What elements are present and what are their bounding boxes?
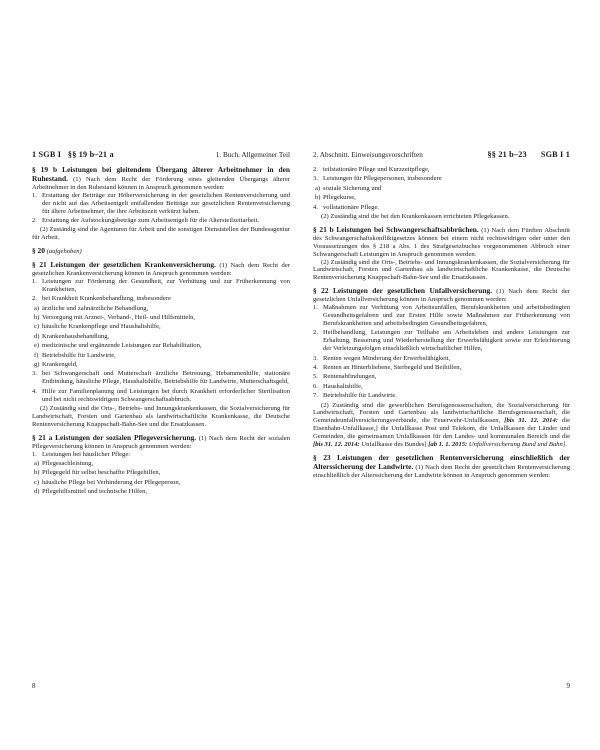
section-21a-continued <box>313 166 570 221</box>
list-item: b) Pflegekurse, <box>315 194 356 202</box>
section-19b-list <box>32 192 290 225</box>
left-header-book: 1 SGB I <box>32 150 62 159</box>
section-21a-lead: (1) Nach dem Recht der sozialen Pflegeversicherung können in Anspruch genommen werden: <box>32 434 290 450</box>
page-number-left: 8 <box>32 682 36 690</box>
list-item: 3. Renten wegen Minderung der Erwerbsfähigkeit, <box>313 354 451 362</box>
right-page <box>300 0 600 750</box>
section-21a-sublist <box>32 460 290 496</box>
left-running-header <box>32 150 290 160</box>
left-header-section: §§ 19 b–21 a <box>67 150 114 159</box>
list-item: 1. Maßnahmen zur Verhütung von Arbeitsunfällen, Berufskrankheiten und arbeitsbedingten Gesundheitsgefahren und zur Ersten Hilfe sowie Maßnahmen zur Früherkennung von Berufskrankheiten und arbeitsbedingten Gesundheitsgefahren, <box>313 304 570 327</box>
section-21 <box>32 261 290 429</box>
list-item: 1. Erstattung der Beiträge zur Höherversicherung in der gesetzlichen Rentenversicherung und der nicht auf das Arbeitsentgelt entfallenden Beiträge zur gesetzlichen Rentenversicherung für ältere Arbeitnehmer, die ihre Arbeitszeit verkürzt haben. <box>32 191 290 215</box>
section-21b-para2: (2) Zuständig sind die Orts-, Betriebs- und Innungskrankenkassen, die Sozialversicherung für Landwirtschaft, Forsten und Gartenbau als landwirtschaftliche Krankenkasse, die Deutsche Rentenversicherung Knappschaft-Bahn-See und die Ersatzkassen. <box>313 258 570 282</box>
list-item: g) Krankengeld, <box>34 361 78 369</box>
section-21-title: § 21 Leistungen der gesetzlichen Krankenversicherung. <box>32 260 216 270</box>
list-item: a) ärztliche und zahnärztliche Behandlung, <box>34 304 149 312</box>
page-number-right: 9 <box>566 682 570 690</box>
list-item: 2. Heilbehandlung, Leistungen zur Teilhabe am Arbeitsleben und andere Leistungen zur Erhaltung, Besserung und Wiederherstellung der Erwerbsfähigkeit sowie zur Erleichterung der Verletzungsfolgen einschließlich wirtschaftlicher Hilfen, <box>313 329 570 353</box>
list-item: f) Betriebshilfe für Landwirte, <box>34 351 116 359</box>
list-item: 5. Rentenabfindungen, <box>313 373 377 381</box>
section-22 <box>313 287 570 449</box>
list-item: 2. Erstattung der Aufstockungsbeträge zum Arbeitsentgelt für die Altersteilzeitarbeit. <box>32 216 260 224</box>
list-item: e) medizinische und ergänzende Leistungen zur Rehabilitation, <box>34 342 202 350</box>
right-running-header <box>313 150 570 160</box>
list-item: d) Krankenhausbehandlung, <box>34 332 110 340</box>
right-header-book: SGB I 1 <box>540 150 570 159</box>
list-item: a) soziale Sicherung und <box>315 184 382 192</box>
list-item: c) häusliche Pflege bei Verhinderung der Pflegeperson, <box>34 478 181 486</box>
list-item: 2. bei Krankheit Krankenbehandlung, insbesondere <box>32 295 171 303</box>
list-item: b) Versorgung mit Arznei-, Verband-, Heil- und Hilfsmitteln, <box>34 314 196 321</box>
section-21a-para2: (2) Zuständig sind die bei den Krankenkassen errichteten Pflegekassen. <box>321 213 510 221</box>
section-21-para2: (2) Zuständig sind die Orts-, Betriebs- und Innungskrankenkassen, die Sozialversicherung für Landwirtschaft, Forsten und Gartenbau als landwirtschaftliche Krankenkasse, die Deutsche Rentenversicherung Knappschaft-Bahn-See und die Ersatzkassen. <box>32 405 290 428</box>
list-item: 7. Betriebshilfe für Landwirte. <box>313 392 397 400</box>
section-19b-para2: (2) Zuständig sind die Agenturen für Arbeit und die sonstigen Dienststellen der Bundesagentur für Arbeit. <box>32 226 290 242</box>
section-23 <box>313 454 570 480</box>
section-19b-title: § 19 b Leistungen bei gleitendem Übergang älterer Arbeitnehmer in den Ruhestand. <box>32 165 290 183</box>
right-header-section: §§ 21 b–23 <box>487 150 527 159</box>
list-item: 1. Leistungen zur Förderung der Gesundheit, zur Verhütung und zur Früherkennung von Krankheiten, <box>32 277 290 293</box>
list-item: 3. bei Schwangerschaft und Mutterschaft ärztliche Betreuung, Hebammenhilfe, stationäre Entbindung, häusliche Pflege, Haushaltshilfe, Betriebshilfe für Landwirte, Mutterschaftsgeld, <box>32 370 290 386</box>
section-23-lead: (1) Nach dem Recht der gesetzlichen Rentenversicherung einschließlich der Alterssicherung der Landwirte können in Anspruch genommen werden: <box>313 463 570 479</box>
list-item: 3. Leistungen für Pflegepersonen, insbesondere <box>313 175 442 183</box>
section-22-para2: (2) Zuständig sind die gewerblichen Berufsgenossenschaften, die Sozialversicherung für Landwirtschaft, Forsten und Gartenbau als landwirtschaftliche Berufsgenossenschaft, die Gemeindeunfallversicherungsverbände, die Feuerwehr-Unfallkassen, [bis 31. 12. 2014: die Eisenbahn-Unfallkasse,] die Unfallkasse Post und Telekom, die Unfallkassen der Länder und Gemeinden, die gemeinsamen Unfallkassen für den Landes- und kommunalen Bereich und die [bis 31. 12. 2014: Unfallkasse des Bundes] [ab 1. 1. 2015: Unfallversicherung Bund und Bahn]. <box>313 401 570 449</box>
list-item: 6. Haushaltshilfe, <box>313 382 363 390</box>
list-item: c) häusliche Krankenpflege und Haushaltshilfe, <box>34 323 161 331</box>
list-item: 4. vollstationäre Pflege. <box>313 203 380 211</box>
section-22-lead: (1) Nach dem Recht der gesetzlichen Unfallversicherung können in Anspruch genommen werden: <box>313 288 570 304</box>
section-21-lead: (1) Nach dem Recht der gesetzlichen Krankenversicherung können in Anspruch genommen werden: <box>32 262 290 277</box>
section-21b-lead: (1) Nach dem Fünften Abschnitt des Schwangerschaftskonfliktgesetzes können bei einem nicht rechtswidrigen oder unter den Voraussetzungen des § 218 a Abs. 1 des Strafgesetzbuches vorgenommenen Abbruch einer Schwangerschaft Leistungen in Anspruch genommen werden. <box>313 226 570 258</box>
section-21a <box>32 434 290 496</box>
list-item: d) Pflegehilfsmittel und technische Hilfen, <box>34 488 148 496</box>
list-item: 4. Renten an Hinterbliebene, Sterbegeld und Beihilfen, <box>313 363 462 371</box>
section-23-title: § 23 Leistungen der gesetzlichen Rentenversicherung einschließlich der Alterssicherung der Landwirte. <box>313 453 570 471</box>
list-item: b) Pflegegeld für selbst beschaffte Pflegehilfen, <box>34 469 161 477</box>
list-item: 4. Hilfe zur Familienplanung und Leistungen bei durch Krankheit erforderlicher Sterilisation und bei nicht rechtswidrigem Schwangerschaftsabbruch. <box>32 387 290 403</box>
section-19b-lead: (1) Nach dem Recht der Förderung eines gleitenden Übergangs älterer Arbeitnehmer in den Ruhestand können in Anspruch genommen werden: <box>32 175 290 191</box>
section-22-title: § 22 Leistungen der gesetzlichen Unfallversicherung. <box>313 286 493 296</box>
right-header-title: 2. Abschnitt. Einweisungsvorschriften <box>313 151 423 159</box>
list-item: 2. teilstationäre Pflege und Kurzzeitpflege, <box>313 166 430 173</box>
section-19b <box>32 166 290 242</box>
section-21b-title: § 21 b Leistungen bei Schwangerschaftsabbrüchen. <box>313 224 479 234</box>
section-21b <box>313 226 570 282</box>
section-21-sublist <box>32 305 290 369</box>
list-item: a) Pflegesachleistung, <box>34 460 94 467</box>
list-item: 1. Leistungen bei häuslicher Pflege: <box>32 450 131 458</box>
section-20: § 20 (aufgehoben) <box>32 246 82 256</box>
section-21a-title: § 21 a Leistungen der sozialen Pflegeversicherung. <box>32 432 197 442</box>
left-header-title: 1. Buch. Allgemeiner Teil <box>215 151 290 159</box>
